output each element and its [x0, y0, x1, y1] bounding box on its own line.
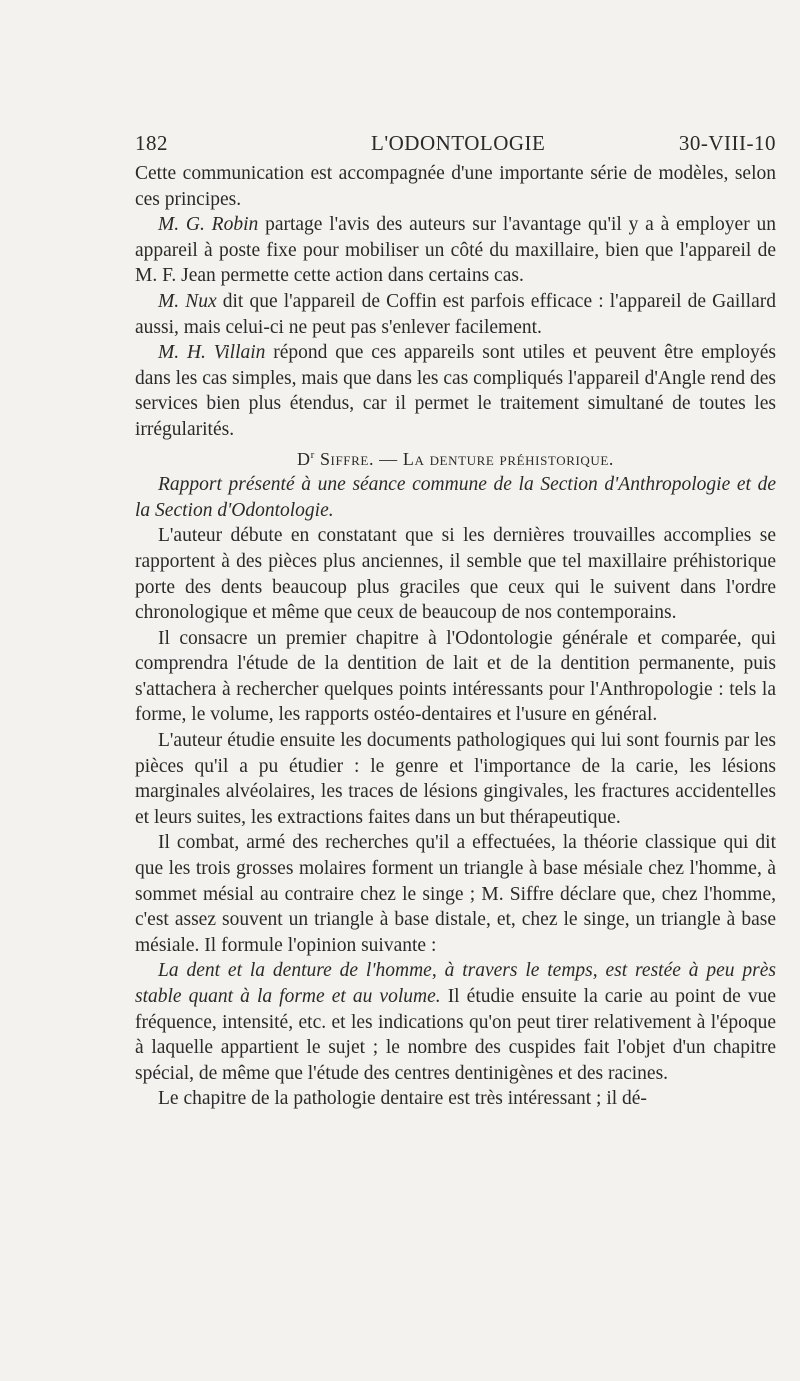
paragraph: L'auteur débute en constatant que si les dernières trouvailles accomplies se rapportent à des pièces plus anciennes, il semble que tel maxillaire préhistorique porte des dents beaucoup plus graciles que ceux qui le suivent dans l'ordre chronologique et même que ceux de beaucoup de nos contemporains.	[135, 525, 776, 624]
page-number: 182	[135, 131, 168, 155]
journal-title: L'ODONTOLOGIE	[371, 131, 546, 155]
author-name: Siffre.	[319, 448, 375, 469]
speaker-name: M. Nux	[158, 290, 217, 312]
paragraph	[135, 958, 776, 1086]
issue-date: 30-VIII-10	[678, 131, 776, 155]
paragraph	[135, 289, 776, 340]
paragraph: Le chapitre de la pathologie dentaire est très intéressant ; il dé-	[158, 1088, 647, 1110]
article-text	[135, 161, 776, 1112]
paragraph: Cette communication est accompagnée d'une importante série de modèles, selon ces principes.	[135, 163, 776, 210]
section-heading	[135, 443, 776, 473]
running-head	[135, 131, 776, 161]
quoted-opinion: La dent et la denture de l'homme, à travers le temps, est restée à peu près stable quant à la forme et au volume.	[135, 960, 776, 1007]
paragraph: L'auteur étudie ensuite les documents pathologiques qui lui sont fournis par les pièces qu'il a pu étudier : le genre et l'importance de la carie, les lésions marginales alvéolaires, les traces de lésions gingivales, les fractures accidentelles et leurs suites, les extractions faites dans un but thérapeutique.	[135, 730, 776, 828]
paragraph: Il combat, armé des recherches qu'il a effectuées, la théorie classique qui dit que les trois grosses molaires forment un triangle à base mésiale chez l'homme, à sommet mésial au contraire chez le singe ; M. Siffre déclare que, chez l'homme, c'est assez souvent un triangle à base distale, et, chez le singe, un triangle à base mésiale. Il formule l'opinion suivante :	[135, 832, 776, 956]
paragraph	[135, 212, 776, 289]
paragraph-text: partage l'avis des auteurs sur l'avantage qu'il y a à employer un appareil à poste fixe pour mobiliser un côté du maxillaire, bien que l'appareil de M. F. Jean permette cette action dans certains cas.	[135, 214, 777, 287]
paragraph-text: dit que l'appareil de Coffin est parfois efficace : l'appareil de Gaillard aussi, mais celui-ci ne peut pas s'enlever facilement.	[135, 290, 777, 338]
speaker-name: M. G. Robin	[158, 214, 259, 236]
paragraph-text: répond que ces appareils sont utiles et peuvent être employés dans les cas simples, mais que dans les cas compliqués l'appareil d'Angle rend des services bien plus étendus, car il permet le traitement simultané de toutes les irrégularités.	[135, 342, 776, 440]
section-title: La denture préhistorique.	[402, 448, 615, 469]
author-prefix: D	[296, 448, 311, 469]
speaker-name: M. H. Villain	[158, 342, 266, 364]
report-title: Rapport présenté à une séance commune de la Section d'Anthropologie et de la Section d'Odontologie.	[135, 474, 776, 521]
author-prefix-sup: r	[310, 448, 315, 461]
heading-dash: —	[379, 448, 398, 469]
paragraph	[135, 340, 776, 442]
paragraph: Il consacre un premier chapitre à l'Odontologie générale et comparée, qui comprendra l'étude de la dentition de lait et de la dentition permanente, puis s'attachera à rechercher quelques points intéressants pour l'Anthropologie : tels la forme, le volume, les rapports ostéo-dentaires et l'usure en général.	[135, 627, 776, 726]
paragraph-text: Il étudie ensuite la carie au point de vue fréquence, intensité, etc. et les indications qu'on peut tirer relativement à l'époque à laquelle appartient le sujet ; le nombre des cuspides fait l'objet d'un chapitre spécial, de même que l'étude des centres dentinigènes et des racines.	[135, 986, 776, 1084]
